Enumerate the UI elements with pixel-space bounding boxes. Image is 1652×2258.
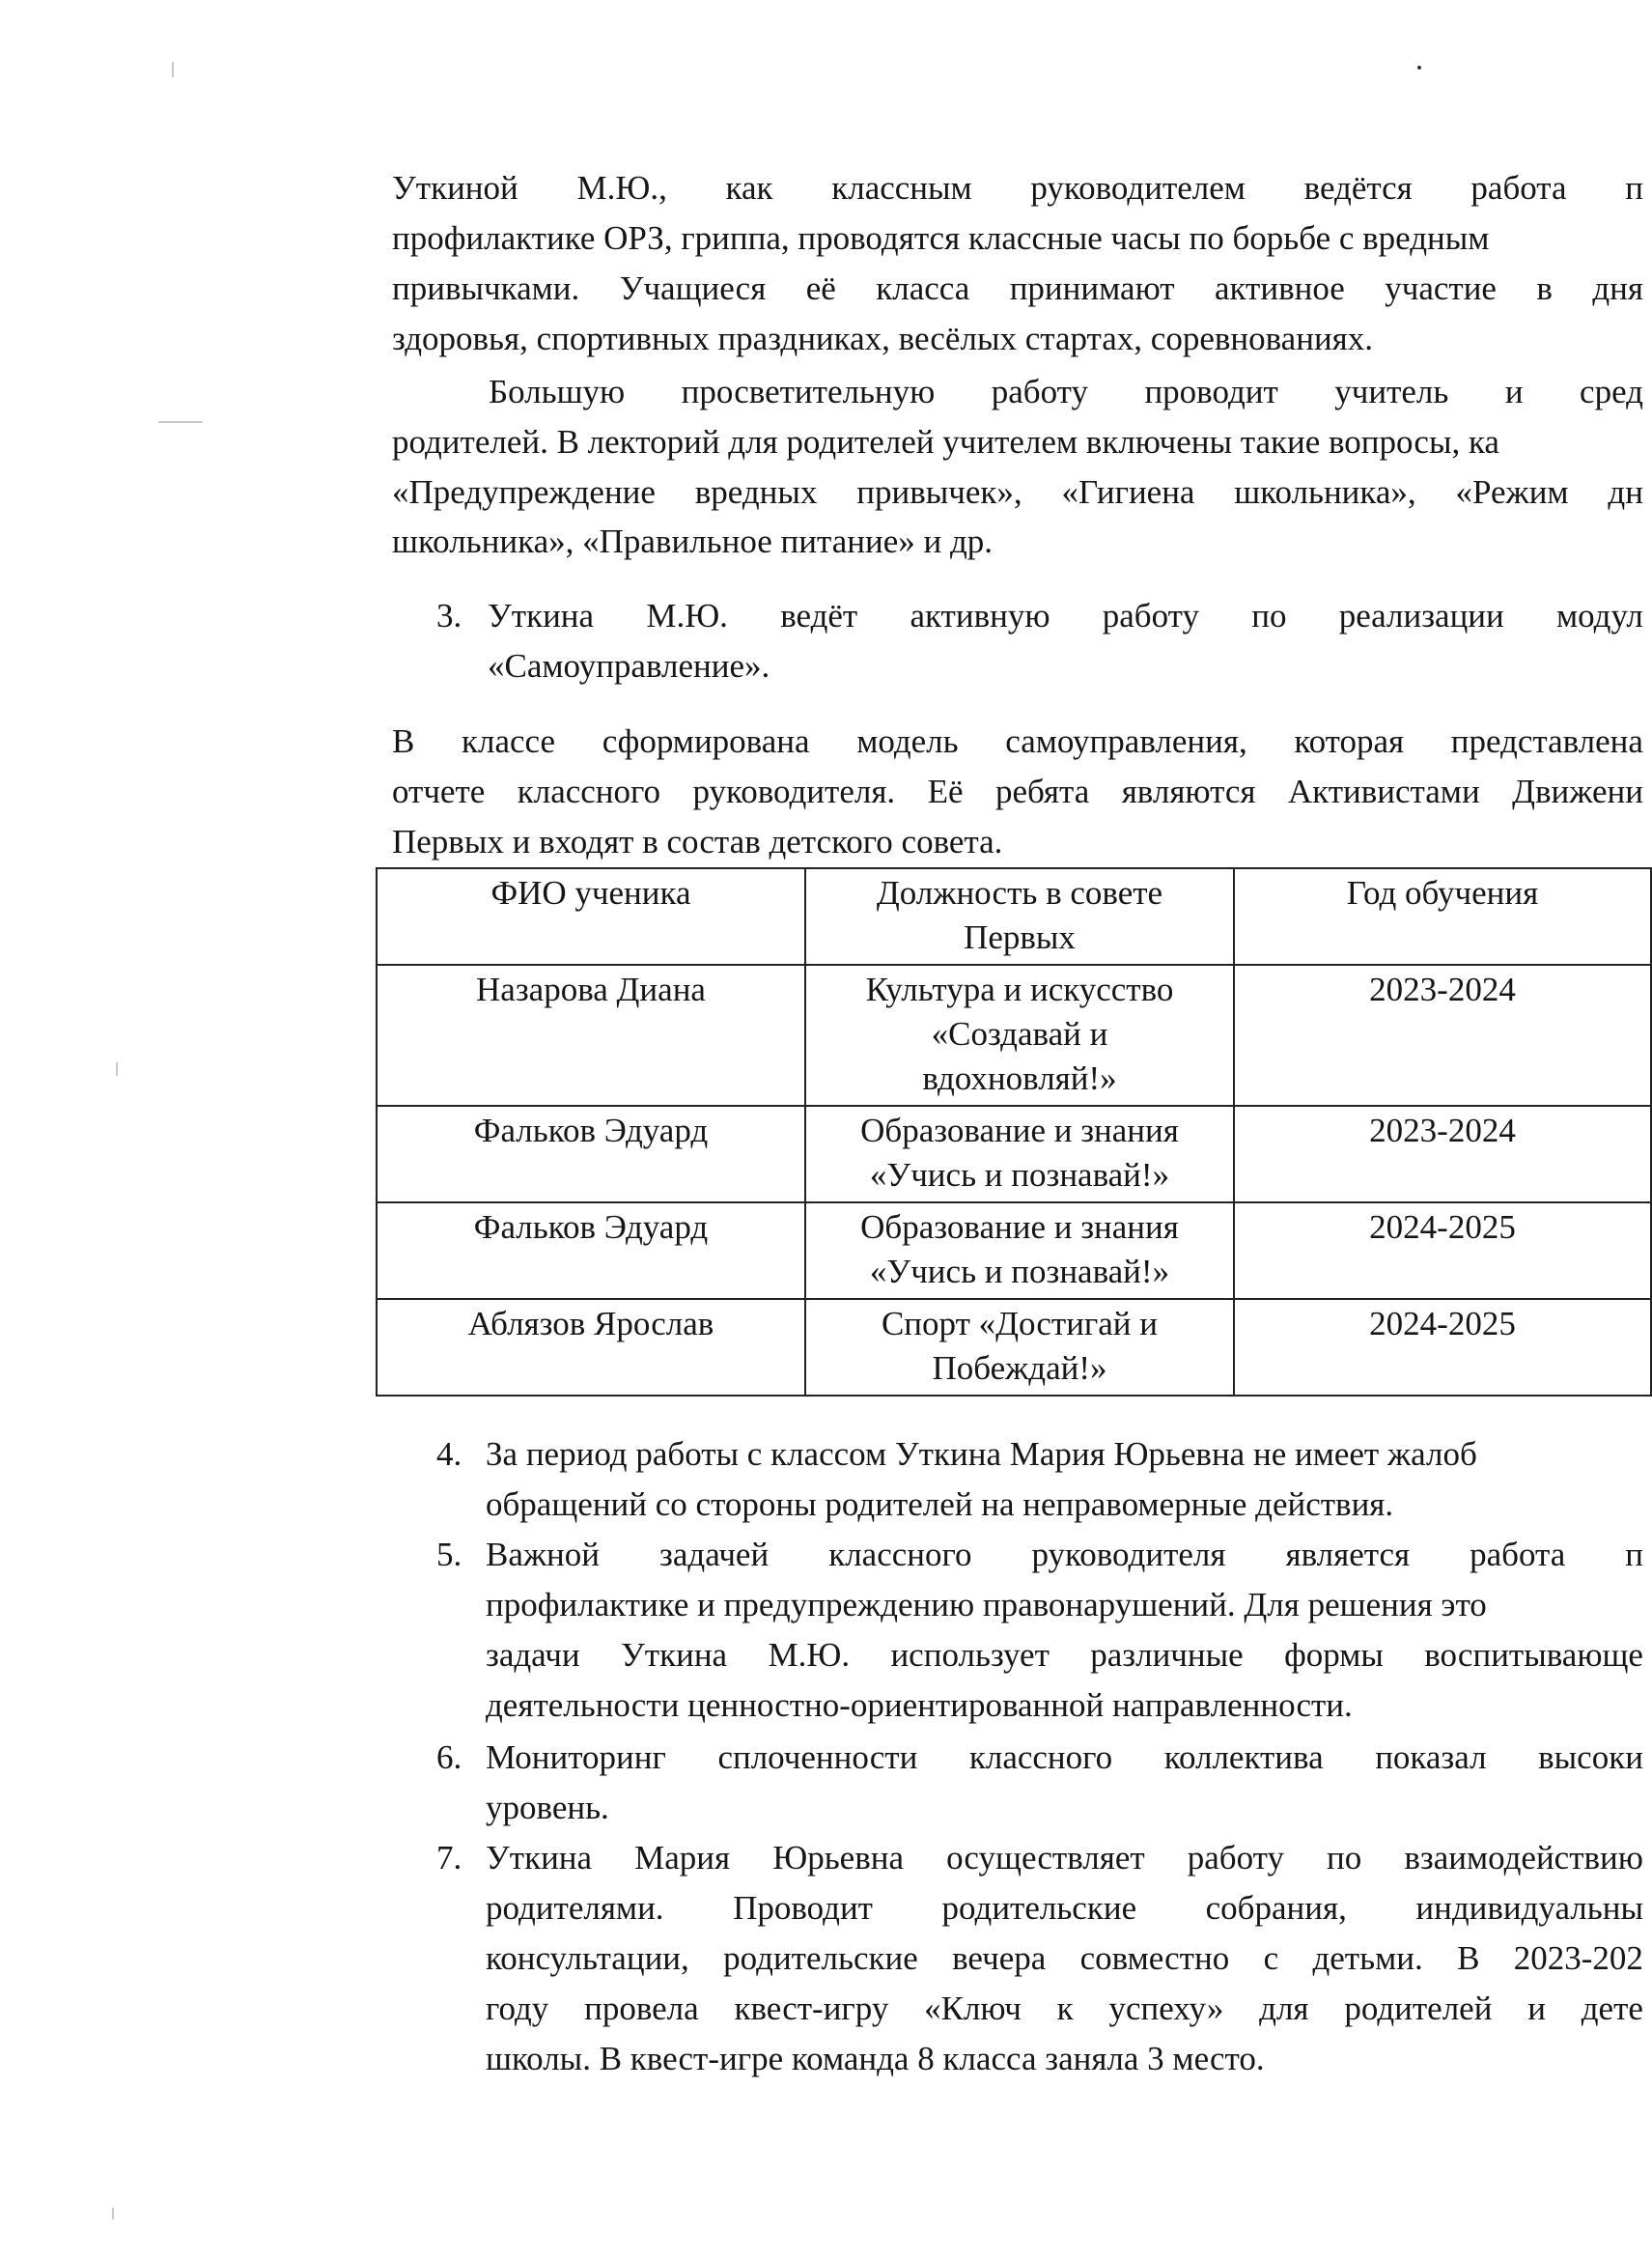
text-fragment: совместно xyxy=(1079,1939,1230,1977)
text-fragment: принимают xyxy=(1009,269,1175,307)
student-name-cell xyxy=(377,965,805,1106)
text-line xyxy=(489,373,1643,411)
text-fragment: классным xyxy=(831,169,972,207)
text-fragment: по xyxy=(1251,597,1287,635)
text-fragment: привычек», xyxy=(856,473,1022,511)
text-line xyxy=(392,269,1643,308)
text-fragment: участие xyxy=(1385,269,1497,307)
text-fragment: воспитывающе xyxy=(1424,1636,1643,1674)
list-item-line xyxy=(486,1839,1643,1877)
text-fragment: родительские xyxy=(723,1939,918,1977)
text-fragment: п xyxy=(1625,1536,1643,1573)
text-line xyxy=(392,773,1643,811)
student-name: Фальков Эдуард xyxy=(473,1112,709,1149)
text-fragment: руководителя xyxy=(1031,1536,1226,1573)
text-fragment: в xyxy=(1536,269,1553,307)
council-position-line: вдохновляй!» xyxy=(922,1059,1117,1097)
text-fragment: М.Ю. xyxy=(646,597,728,635)
list-item-line xyxy=(486,1789,609,1827)
text-fragment: Мария xyxy=(634,1839,731,1877)
council-position-line: Культура и искусство xyxy=(865,971,1174,1008)
council-position-line: Спорт «Достигай и xyxy=(881,1305,1159,1342)
table-row xyxy=(377,1299,1651,1396)
text-fragment: родителей. В лекторий для родителей учителем включены такие вопросы, ка xyxy=(392,423,1499,461)
table-row xyxy=(377,965,1651,1106)
text-line xyxy=(392,522,993,561)
text-fragment: руководителя. xyxy=(692,773,896,810)
list-item-line xyxy=(486,1485,1393,1524)
council-position-line: «Создавай и xyxy=(931,1015,1108,1053)
text-fragment: вредных xyxy=(694,473,818,511)
text-fragment: Важной xyxy=(486,1536,601,1573)
text-fragment: обращений со стороны родителей на неправомерные действия. xyxy=(486,1485,1394,1523)
text-fragment: привычками. xyxy=(392,269,580,307)
text-fragment: дете xyxy=(1581,1990,1643,2027)
text-fragment: классе xyxy=(462,722,556,760)
text-fragment: Её xyxy=(927,773,964,810)
text-fragment: провела xyxy=(584,1990,699,2027)
scan-speck xyxy=(1417,66,1421,70)
text-fragment: М.Ю. xyxy=(768,1636,851,1674)
list-number: 7. xyxy=(436,1839,462,1877)
text-fragment: профилактике ОРЗ, гриппа, проводятся классные часы по борьбе с вредным xyxy=(392,219,1490,257)
text-fragment: её xyxy=(805,269,836,307)
text-fragment: деятельности ценностно-ориентированной направленности. xyxy=(486,1686,1353,1724)
scan-mark xyxy=(116,1062,118,1076)
text-fragment: к xyxy=(1056,1990,1074,2027)
study-year: 2024-2025 xyxy=(1369,1208,1516,1246)
text-line xyxy=(392,219,1643,258)
text-fragment: В xyxy=(1457,1939,1480,1977)
text-fragment: Большую xyxy=(489,373,626,410)
study-year-cell xyxy=(1234,1202,1651,1299)
text-fragment: За период работы с классом Уткина Мария Юрьевна не имеет жалоб xyxy=(486,1435,1477,1473)
council-position-cell xyxy=(805,1202,1234,1299)
student-name: Фальков Эдуард xyxy=(473,1208,709,1246)
text-line xyxy=(392,320,1373,358)
list-item-line xyxy=(486,1939,1643,1978)
text-fragment: являются xyxy=(1121,773,1256,810)
text-fragment: школьника», xyxy=(1234,473,1416,511)
council-position-cell xyxy=(805,965,1234,1106)
table-header-cell xyxy=(377,868,805,965)
text-fragment: работу xyxy=(991,373,1088,410)
table-header-label: Первых xyxy=(964,918,1076,956)
text-fragment: Первых и входят в состав детского совета. xyxy=(392,823,1003,861)
text-fragment: родителей xyxy=(1344,1990,1493,2027)
student-name-cell xyxy=(377,1106,805,1202)
list-item-line xyxy=(486,1435,1643,1474)
text-fragment: п xyxy=(1625,169,1643,207)
text-fragment: которая xyxy=(1294,722,1405,760)
study-year-cell xyxy=(1234,1106,1651,1202)
list-number: 3. xyxy=(436,597,462,635)
text-fragment: различные xyxy=(1090,1636,1244,1674)
text-fragment: родителями. xyxy=(486,1889,664,1927)
scan-mark xyxy=(158,421,203,423)
text-fragment: Проводит xyxy=(733,1889,873,1927)
text-fragment: по xyxy=(1327,1839,1362,1877)
text-fragment: проводит xyxy=(1144,373,1278,410)
text-fragment: коллектива xyxy=(1163,1738,1324,1776)
study-year-cell xyxy=(1234,1299,1651,1396)
text-fragment: Уткина xyxy=(621,1636,728,1674)
text-fragment: отчете xyxy=(392,773,486,810)
text-fragment: школьника», «Правильное питание» и др. xyxy=(392,522,994,560)
table-header-label: Должность в совете xyxy=(876,874,1163,912)
text-fragment: Юрьевна xyxy=(772,1839,904,1877)
list-item-line xyxy=(486,1686,1353,1725)
table-header-cell xyxy=(805,868,1234,965)
text-fragment: и xyxy=(1504,373,1524,410)
text-fragment: Движени xyxy=(1512,773,1643,810)
text-fragment: дня xyxy=(1592,269,1643,307)
text-fragment: собрания, xyxy=(1205,1889,1347,1927)
text-fragment: класса xyxy=(876,269,970,307)
table-header-label: ФИО ученика xyxy=(490,874,691,912)
text-fragment: руководителем xyxy=(1030,169,1246,207)
student-name: Аблязов Ярослав xyxy=(467,1305,714,1342)
text-fragment: представлена xyxy=(1450,722,1643,760)
text-fragment: просветительную xyxy=(681,373,936,410)
student-name-cell xyxy=(377,1202,805,1299)
text-fragment: успеху» xyxy=(1108,1990,1224,2027)
text-fragment: В xyxy=(392,722,415,760)
text-fragment: уровень. xyxy=(486,1789,609,1826)
text-fragment: ребята xyxy=(994,773,1090,810)
text-fragment: активное xyxy=(1214,269,1345,307)
text-fragment: работа xyxy=(1470,1536,1566,1573)
text-fragment: сформирована xyxy=(602,722,810,760)
text-fragment: Активистами xyxy=(1287,773,1480,810)
text-fragment: школы. В квест-игре команда 8 класса заняла 3 место. xyxy=(486,2040,1265,2077)
text-fragment: как xyxy=(725,169,773,207)
text-fragment: является xyxy=(1285,1536,1411,1573)
text-fragment: формы xyxy=(1284,1636,1384,1674)
text-fragment: Учащиеся xyxy=(619,269,767,307)
text-fragment: Уткина xyxy=(486,1839,593,1877)
council-position-cell xyxy=(805,1299,1234,1396)
text-fragment: для xyxy=(1259,1990,1309,2027)
list-item-line xyxy=(486,1636,1643,1675)
text-fragment: работа xyxy=(1470,169,1567,207)
council-position-line: «Учись и познавай!» xyxy=(869,1253,1170,1290)
text-fragment: классного xyxy=(968,1738,1113,1776)
scan-mark xyxy=(112,2208,114,2219)
text-fragment: задачей xyxy=(659,1536,770,1573)
text-fragment: использует xyxy=(890,1636,1050,1674)
text-fragment: классного xyxy=(828,1536,972,1573)
table-row xyxy=(377,1106,1651,1202)
study-year: 2024-2025 xyxy=(1369,1305,1516,1342)
text-fragment: «Ключ xyxy=(924,1990,1022,2027)
text-fragment: индивидуальны xyxy=(1415,1889,1643,1927)
study-year: 2023-2024 xyxy=(1369,971,1516,1008)
text-fragment: Мониторинг xyxy=(486,1738,666,1776)
text-fragment: осуществляет xyxy=(946,1839,1145,1877)
list-number: 6. xyxy=(436,1738,462,1776)
text-fragment: Уткина xyxy=(488,597,595,635)
list-item-line xyxy=(486,1990,1643,2028)
text-fragment: ведёт xyxy=(780,597,858,635)
scan-mark xyxy=(172,62,174,77)
council-position-line: Образование и знания xyxy=(860,1208,1179,1246)
study-year-cell xyxy=(1234,965,1651,1106)
text-fragment: сплоченности xyxy=(717,1738,918,1776)
council-position-cell xyxy=(805,1106,1234,1202)
text-fragment: «Самоуправление». xyxy=(488,647,770,685)
text-line xyxy=(392,423,1643,462)
text-fragment: работу xyxy=(1102,597,1199,635)
text-fragment: здоровья, спортивных праздниках, весёлых стартах, соревнованиях. xyxy=(392,320,1374,357)
text-fragment: дн xyxy=(1608,473,1643,511)
text-fragment: Уткиной xyxy=(392,169,518,207)
text-line xyxy=(488,647,770,686)
text-fragment: высоки xyxy=(1538,1738,1643,1776)
text-fragment: задачи xyxy=(486,1636,580,1674)
text-fragment: работу xyxy=(1187,1839,1284,1877)
text-fragment: с xyxy=(1263,1939,1279,1977)
text-line xyxy=(488,597,1643,635)
text-line xyxy=(392,473,1643,512)
student-name-cell xyxy=(377,1299,805,1396)
text-fragment: консультации, xyxy=(486,1939,689,1977)
text-fragment: активную xyxy=(910,597,1050,635)
text-fragment: М.Ю., xyxy=(576,169,667,207)
text-line xyxy=(392,169,1643,208)
council-position-line: «Учись и познавай!» xyxy=(869,1156,1170,1194)
text-line xyxy=(392,722,1643,761)
text-fragment: учитель xyxy=(1334,373,1449,410)
text-fragment: показал xyxy=(1375,1738,1487,1776)
list-item-line xyxy=(486,1536,1643,1574)
table-header-cell xyxy=(1234,868,1651,965)
list-item-line xyxy=(486,1738,1643,1777)
council-table xyxy=(376,867,1652,1397)
council-position-line: Побеждай!» xyxy=(932,1349,1107,1387)
list-item-line xyxy=(486,2040,1265,2078)
council-position-line: Образование и знания xyxy=(860,1112,1179,1149)
text-fragment: профилактике и предупреждению правонарушений. Для решения это xyxy=(486,1586,1487,1623)
text-fragment: сред xyxy=(1580,373,1643,410)
text-fragment: детьми. xyxy=(1312,1939,1423,1977)
list-number: 5. xyxy=(436,1536,462,1573)
table-header-label: Год обучения xyxy=(1346,874,1539,912)
text-line xyxy=(392,823,1002,861)
study-year: 2023-2024 xyxy=(1369,1112,1516,1149)
text-fragment: вечера xyxy=(952,1939,1047,1977)
text-fragment: «Предупреждение xyxy=(392,473,656,511)
text-fragment: классного xyxy=(517,773,661,810)
text-fragment: самоуправления, xyxy=(1005,722,1247,760)
text-fragment: году xyxy=(486,1990,549,2027)
text-fragment: «Режим xyxy=(1455,473,1569,511)
text-fragment: и xyxy=(1527,1990,1546,2027)
list-item-line xyxy=(486,1586,1643,1624)
text-fragment: взаимодействию xyxy=(1404,1839,1643,1877)
table-row xyxy=(377,1202,1651,1299)
text-fragment: родительские xyxy=(941,1889,1137,1927)
text-fragment: модель xyxy=(856,722,959,760)
table-header-row xyxy=(377,868,1651,965)
text-fragment: «Гигиена xyxy=(1061,473,1195,511)
list-item-line xyxy=(486,1889,1643,1928)
text-fragment: ведётся xyxy=(1303,169,1413,207)
text-fragment: модул xyxy=(1556,597,1643,635)
student-name: Назарова Диана xyxy=(476,971,706,1008)
text-fragment: реализации xyxy=(1338,597,1504,635)
text-fragment: квест-игру xyxy=(734,1990,889,2027)
list-number: 4. xyxy=(436,1435,462,1473)
text-fragment: 2023-202 xyxy=(1513,1939,1643,1977)
